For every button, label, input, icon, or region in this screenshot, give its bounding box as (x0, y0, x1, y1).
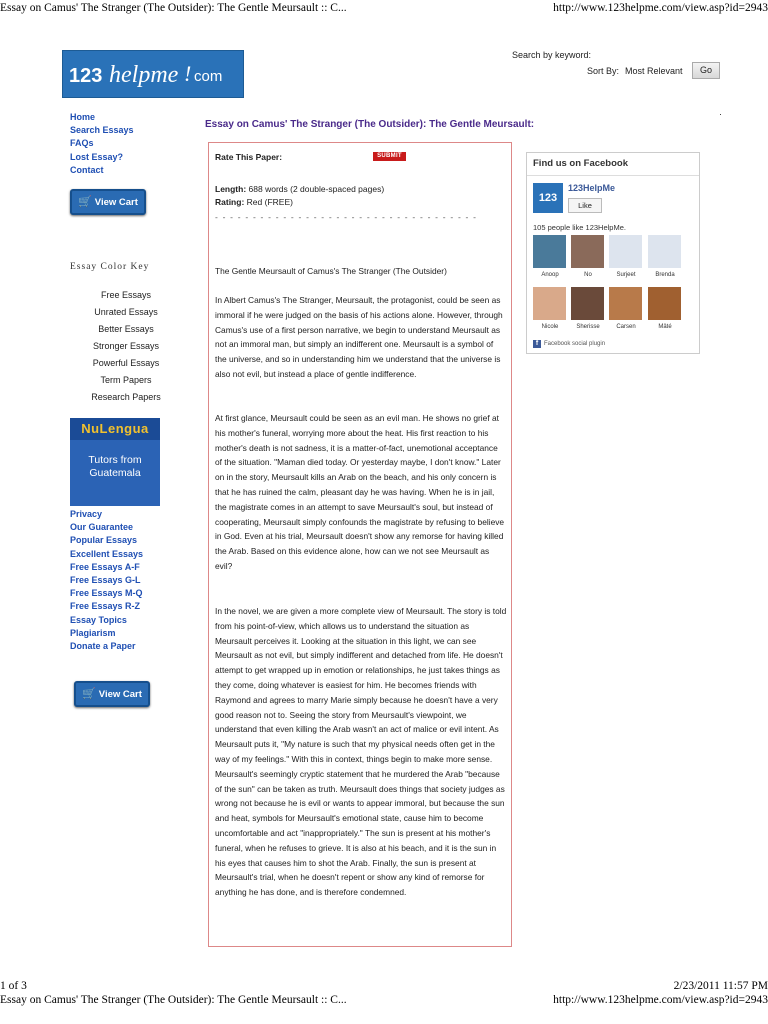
print-footer-datetime: 2/23/2011 11:57 PM (673, 980, 768, 992)
shopping-cart-icon: 🛒 (78, 196, 92, 208)
nav-link-donate-a-paper[interactable]: Donate a Paper (70, 641, 136, 652)
essay-divider: - - - - - - - - - - - - - - - - - - - - - - - - - - - - - - - - - - - (215, 212, 478, 222)
view-cart-button-2[interactable] (74, 681, 150, 707)
go-button[interactable]: Go (692, 62, 720, 79)
print-header-title: Essay on Camus' The Stranger (The Outsider): The Gentle Meursault :: C... (0, 2, 347, 14)
nav-link-essay-topics[interactable]: Essay Topics (70, 614, 127, 625)
avatar[interactable] (533, 287, 566, 320)
nav-link-home[interactable]: Home (70, 112, 96, 122)
facebook-like-count: 105 people like 123HelpMe. (533, 223, 626, 232)
length-value: 688 words (2 double-spaced pages) (248, 184, 385, 194)
avatar-name: Surjeet (616, 272, 636, 278)
avatar[interactable] (648, 235, 681, 268)
submit-rating-button[interactable]: SUBMIT (373, 152, 406, 161)
nav-link-our-guarantee[interactable]: Our Guarantee (70, 522, 134, 533)
rating-value: Red (FREE) (246, 197, 293, 207)
avatar-name: Mâté (658, 324, 672, 330)
ad-brand: NuLengua (70, 418, 160, 440)
shopping-cart-icon: 🛒 (82, 688, 96, 700)
nav-link-contact[interactable]: Contact (70, 164, 104, 175)
search-label: Search by keyword: (512, 50, 592, 60)
color-key-item[interactable]: Powerful Essays (92, 358, 160, 368)
essay-meta (215, 183, 384, 209)
view-cart-label: View Cart (98, 689, 142, 700)
facebook-divider (527, 175, 699, 176)
nav-link-privacy[interactable]: Privacy (70, 509, 103, 519)
color-key-item[interactable]: Term Papers (100, 375, 152, 385)
nav-link-search-essays[interactable]: Search Essays (70, 125, 134, 136)
avatar[interactable] (609, 287, 642, 320)
view-cart-label: View Cart (94, 197, 138, 208)
print-footer-title: Essay on Camus' The Stranger (The Outsider): The Gentle Meursault :: C... (0, 994, 347, 1006)
nav-link-faqs[interactable]: FAQs (70, 138, 94, 149)
essay-paragraph: At first glance, Meursault could be seen as an evil man. He shows no grief at his mother's funeral, worrying more about the heat. His first reaction to his mother's death is not sadness, it is a matter-of-fact, unemotional acceptance of the situation. "Maman died today. Or yesterday maybe, I don't know." Later on in the story, Meursault kills an Arab on the beach, and his only concern is that he has ruined the calm, pleasant day he was having. When he is in jail, the magistrate comes in an attempt to save Meursault's soul, but instead of cooperating, Meursault simply confounds the magistrate by refusing to believe in God. Even at his trial, Meursault doesn't show any remorse for having killed the Arab. Based on this evidence alone, how can we not see Meursault as evil? (215, 413, 505, 571)
rating-label: Rating: (215, 197, 245, 207)
color-key-item[interactable]: Better Essays (98, 324, 154, 334)
nav-top (70, 111, 134, 177)
sort-select[interactable]: Most Relevant (625, 66, 683, 76)
facebook-like-button[interactable]: Like (568, 198, 602, 213)
color-key-list (80, 287, 172, 406)
facebook-page-name[interactable]: 123HelpMe (568, 183, 616, 193)
essay-title: Essay on Camus' The Stranger (The Outsider): The Gentle Meursault: (205, 119, 535, 130)
svg-text:helpme: helpme (109, 62, 179, 88)
svg-text:!: ! (184, 61, 192, 86)
avatar-name: Carsen (616, 324, 636, 330)
facebook-plugin-label: Facebook social plugin (544, 341, 606, 347)
color-key-item[interactable]: Research Papers (91, 392, 161, 402)
print-footer-url: http://www.123helpme.com/view.asp?id=2943 (553, 994, 768, 1006)
nulengua-ad[interactable] (70, 418, 160, 506)
nav-link-popular-essays[interactable]: Popular Essays (70, 535, 138, 546)
facebook-page-logo[interactable]: 123 (533, 183, 563, 213)
ad-line2: Guatemala (89, 467, 141, 479)
color-key-item[interactable]: Stronger Essays (92, 341, 160, 351)
print-header-url: http://www.123helpme.com/view.asp?id=2943 (553, 2, 768, 14)
ad-line1: Tutors from (88, 454, 142, 466)
avatar-name: Sherisse (576, 324, 600, 330)
avatar[interactable] (648, 287, 681, 320)
view-cart-button[interactable] (70, 189, 146, 215)
length-label: Length: (215, 184, 247, 194)
nav-bottom (70, 508, 143, 653)
nav-link-free-essays-g-l[interactable]: Free Essays G-L (70, 575, 141, 586)
nav-link-free-essays-r-z[interactable]: Free Essays R-Z (70, 601, 141, 612)
avatar[interactable] (571, 235, 604, 268)
print-footer-page: 1 of 3 (0, 980, 27, 992)
avatar[interactable] (571, 287, 604, 320)
rate-label: Rate This Paper: (215, 152, 283, 162)
nav-link-lost-essay[interactable]: Lost Essay? (70, 151, 124, 162)
nav-link-free-essays-m-q[interactable]: Free Essays M-Q (70, 588, 143, 599)
facebook-plugin-footer[interactable] (533, 340, 605, 348)
nav-link-plagiarism[interactable]: Plagiarism (70, 627, 116, 638)
avatar-name: Nicole (541, 324, 559, 330)
facebook-icon: f (533, 340, 541, 348)
essay-subtitle: The Gentle Meursault of Camus's The Stranger (The Outsider) (215, 266, 447, 276)
separator-dot: · (719, 109, 722, 119)
color-key-item[interactable]: Free Essays (100, 290, 151, 300)
avatar[interactable] (533, 235, 566, 268)
color-key-item[interactable]: Unrated Essays (94, 307, 158, 317)
nav-link-free-essays-a-f[interactable]: Free Essays A-F (70, 561, 140, 572)
essay-paragraph: In the novel, we are given a more complete view of Meursault. The story is told from his point-of-view, which allows us to understand the situation as Meursault perceives it. Looking at the situation in this light, we can see Meursault as not evil, but simply indifferent and detached from life. He doesn't attempt to get wrapped up in emotion or relationships, he just takes things as they come, doing whatever is easiest for him. He becomes friends with Raymond and agrees to marry Marie simply because he doesn't have a very good reason not to. Seeing the story from Meursault's viewpoint, we understand that even killing the Arab wasn't an act of malice or evil intent. As Meursault puts it, "My nature is such that my physical needs often get in the way of my feelings." With this in context, things begin to make more sense. Meursault's seemingly cryptic statement that he murdered the Arab "because of the sun" can be taken as truth. Meursault does things that society judges as wrong not because he is evil or wants to appear immoral, but because the sun and heat, symbols for Meursault's emotional state, cause him to become uncomfortable and act "inappropriately." The sun is present at his mother's funeral, when he refuses to grieve. It is also at his beach, and it is the sun in his eyes that causes him to shot the Arab. Finally, the sun is present at Meursault's trial, when he doesn't repent or show any kind of remorse for anything he has done, and is therefore condemned. (215, 606, 507, 898)
svg-text:123: 123 (69, 65, 103, 87)
essay-paragraph: In Albert Camus's The Stranger, Meursault, the protagonist, could be seen as immoral if he were judged on the basis of his actions alone. However, through Camus's use of a first person narrative, we begin to understand Meursault as not an immoral man, but simply an indifferent one. Meursault is a symbol of the universe, and so in understanding him we understand that the universe is also not evil, but instead a place of gentle indifference. (215, 295, 503, 379)
nav-link-excellent-essays[interactable]: Excellent Essays (70, 548, 144, 559)
color-key-title: Essay Color Key (70, 262, 150, 272)
avatar[interactable] (609, 235, 642, 268)
site-logo[interactable] (62, 50, 244, 98)
svg-text:com: com (194, 68, 223, 85)
sort-label: Sort By: (587, 66, 620, 76)
avatar-name: No (584, 272, 592, 278)
avatar-name: Anoop (541, 272, 559, 278)
avatar-name: Brenda (655, 272, 675, 278)
facebook-heading: Find us on Facebook (533, 158, 629, 169)
